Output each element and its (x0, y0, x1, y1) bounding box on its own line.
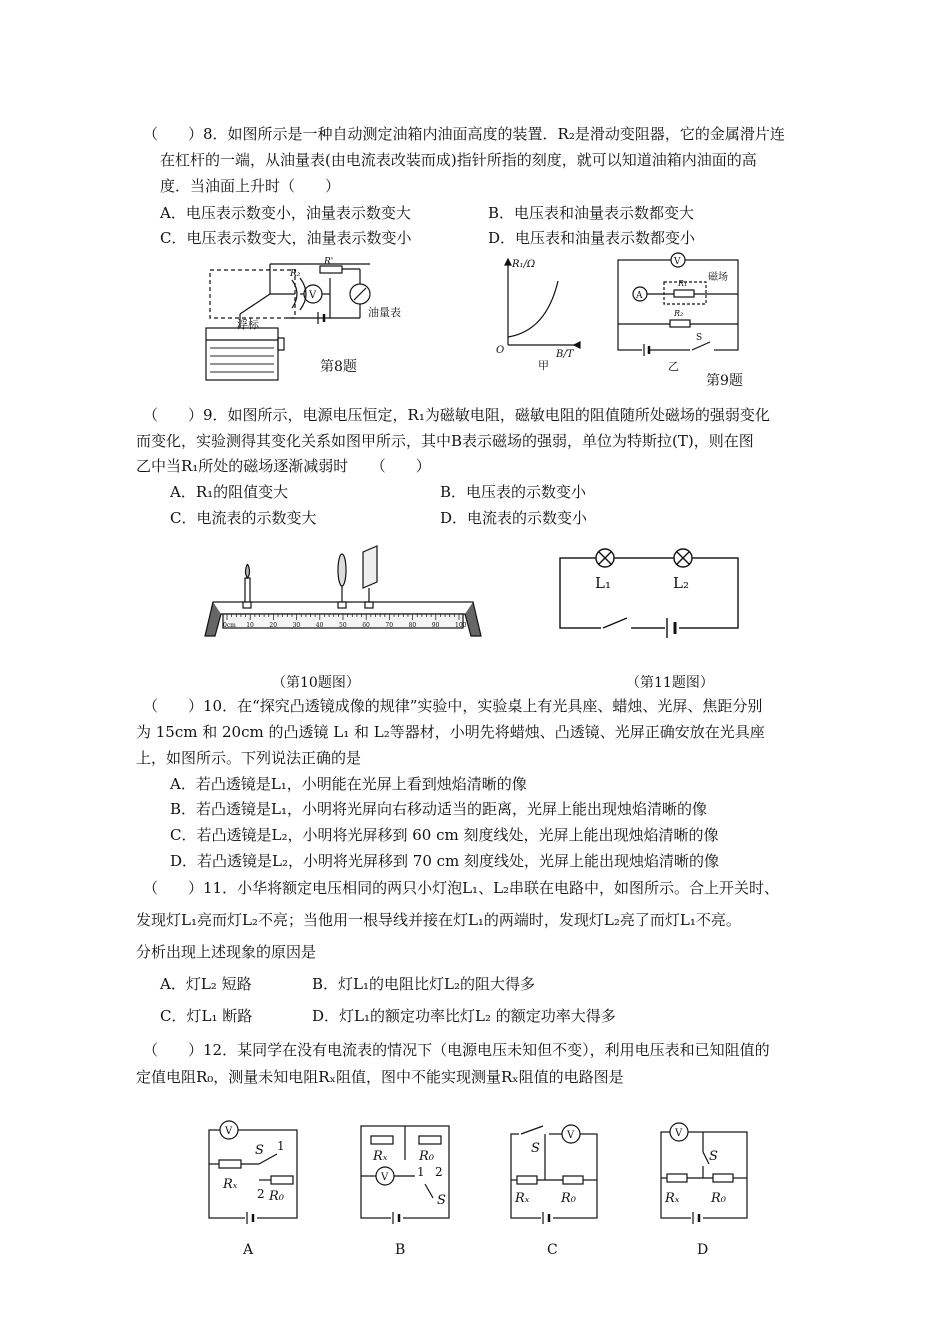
q11-series-circuit (555, 548, 745, 638)
q11-caption: （第11题图） (626, 675, 714, 691)
q9-circuit-yi (612, 252, 752, 372)
q8-option-a: A．电压表示数变小，油量表示数变大 (160, 204, 411, 222)
a-r0-label: R₀ (269, 1189, 284, 1204)
d-option-label: D (697, 1242, 709, 1258)
graph-origin: O (496, 345, 505, 356)
q9-stem-line: 而变化，实验测得其变化关系如图甲所示，其中B表示磁场的强弱，单位为特斯拉(T)，则在图 (136, 432, 754, 450)
q9-option-b: B．电压表的示数变小 (440, 483, 587, 501)
r-prime-label: R' (324, 257, 334, 267)
q11-option-a: A．灯L₂ 短路 (160, 975, 252, 993)
bench-tick-label: 20 (269, 622, 278, 629)
b-voltmeter-label: V (381, 1172, 389, 1183)
q10-option-c: C．若凸透镜是L₂，小明将光屏移到 60 cm 刻度线处，光屏上能出现烛焰清晰的像 (170, 826, 719, 844)
a-rx-label: Rₓ (223, 1177, 238, 1192)
q9-option-a: A．R₁的阻值变大 (170, 483, 289, 501)
q11-stem-line: 发现灯L₁亮而灯L₂不亮；当他用一根导线并接在灯L₁的两端时，发现灯L₂亮了而灯L₁不亮。 (136, 911, 741, 929)
q11-stem-line: （ ）11．小华将额定电压相同的两只小灯泡L₁、L₂串联在电路中，如图所示。合上开关时、 (143, 879, 780, 897)
a-voltmeter-label: V (225, 1126, 233, 1137)
lamp-l1-label: L₁ (595, 574, 611, 592)
graph-ylabel: R₁/Ω (512, 259, 536, 270)
q10-option-d: D．若凸透镜是L₂，小明将光屏移到 70 cm 刻度线处，光屏上能出现烛焰清晰的像 (170, 852, 720, 870)
q12-circuit-d (655, 1120, 755, 1260)
q10-caption: （第10题图） (272, 675, 360, 691)
q9-field-label: 磁场 (708, 272, 728, 283)
q9-stem-line: 乙中当R₁所处的磁场逐渐减弱时 （ ） (136, 457, 431, 475)
q12-circuit-c (505, 1120, 605, 1260)
bench-tick-label: 10 (246, 622, 254, 629)
q8-caption: 第8题 (320, 359, 357, 375)
c-rx-label: Rₓ (515, 1191, 530, 1206)
q9-switch-label: S (696, 333, 703, 343)
b-pos2-label: 2 (435, 1165, 443, 1179)
graph-xlabel: B/T (556, 349, 574, 360)
d-r0-label: R₀ (711, 1191, 726, 1206)
q12-circuit-b (355, 1120, 455, 1260)
b-switch-label: S (437, 1193, 446, 1208)
q11-option-d: D．灯L₁的额定功率比灯L₂ 的额定功率大得多 (312, 1007, 616, 1025)
d-voltmeter-label: V (675, 1128, 683, 1139)
bench-tick-label: 100 (455, 622, 467, 629)
q8-option-b: B．电压表和油量表示数都变大 (488, 204, 695, 222)
q10-option-b: B．若凸透镜是L₁，小明将光屏向右移动适当的距离，光屏上能出现烛焰清晰的像 (170, 800, 708, 818)
q9-graph-jia (488, 255, 598, 373)
q10-option-a: A．若凸透镜是L₁，小明能在光屏上看到烛焰清晰的像 (170, 775, 527, 793)
bench-tick-label: 30 (292, 622, 301, 629)
q12-stem-line: （ ）12．某同学在没有电流表的情况下（电源电压未知但不变），利用电压表和已知阻值的 (143, 1041, 770, 1059)
q9-voltmeter-label: V (674, 257, 681, 267)
q9-ammeter-label: A (636, 291, 643, 301)
q10-optical-bench (205, 544, 480, 644)
a-switch-label: S (255, 1143, 264, 1158)
c-option-label: C (547, 1242, 558, 1258)
b-rx-label: Rₓ (373, 1149, 388, 1164)
q9-option-d: D．电流表的示数变小 (440, 509, 588, 527)
q8-oil-tank-diagram (200, 258, 430, 383)
q12-stem-line: 定值电阻R₀，测量未知电阻Rₓ阻值，图中不能实现测量Rₓ阻值的电路图是 (136, 1068, 624, 1086)
bench-tick-label: 60 (362, 622, 370, 629)
q9-stem-line: （ ）9．如图所示，电源电压恒定，R₁为磁敏电阻，磁敏电阻的阻值随所处磁场的强弱变化 (143, 406, 770, 424)
q9-r2-label: R₂ (674, 309, 684, 318)
d-rx-label: Rₓ (665, 1191, 680, 1206)
q9-caption: 第9题 (706, 373, 743, 389)
q8-stem-line: 度．当油面上升时（ ） (160, 177, 341, 195)
oil-meter-label: 油量表 (368, 306, 401, 319)
q9-r1-label: R₁ (678, 279, 688, 288)
bench-tick-label: 50 (339, 622, 347, 629)
b-r0-label: R₀ (419, 1149, 434, 1164)
q10-stem-line: 上，如图所示。下列说法正确的是 (136, 749, 362, 767)
q11-option-c: C．灯L₁ 断路 (160, 1007, 253, 1025)
voltmeter-label: V (309, 290, 317, 301)
bench-tick-label: 40 (315, 622, 324, 629)
q9-option-c: C．电流表的示数变大 (170, 509, 317, 527)
q8-stem-line: 在杠杆的一端，从油量表(由电流表改装而成)指针所指的刻度，就可以知道油箱内油面的高 (160, 151, 757, 169)
q11-option-b: B．灯L₁的电阻比灯L₂的阻大得多 (312, 975, 535, 993)
q9-circuit-name: 乙 (668, 360, 679, 373)
q10-stem-line: （ ）10．在“探究凸透镜成像的规律”实验中，实验桌上有光具座、蜡烛、光屏、焦距分别 (143, 697, 763, 715)
bench-tick-label: 0cm (223, 622, 236, 629)
a-option-label: A (243, 1242, 254, 1258)
b-pos1-label: 1 (417, 1165, 425, 1179)
q8-option-d: D．电压表和油量表示数都变小 (488, 229, 696, 247)
c-voltmeter-label: V (567, 1130, 575, 1141)
c-switch-label: S (531, 1141, 540, 1156)
q8-option-c: C．电压表示数变大，油量表示数变小 (160, 229, 412, 247)
bench-tick-label: 90 (431, 622, 440, 629)
r2-label: R₂ (290, 269, 301, 279)
q12-circuit-a (205, 1120, 305, 1260)
a-pos2-label: 2 (257, 1187, 265, 1201)
lamp-l2-label: L₂ (673, 574, 689, 592)
float-label: 浮标 (237, 318, 259, 331)
b-option-label: B (395, 1242, 406, 1258)
c-r0-label: R₀ (561, 1191, 576, 1206)
bench-tick-label: 70 (385, 622, 394, 629)
q11-stem-line: 分析出现上述现象的原因是 (136, 943, 317, 961)
graph-name: 甲 (538, 359, 549, 372)
q10-stem-line: 为 15cm 和 20cm 的凸透镜 L₁ 和 L₂等器材，小明先将蜡烛、凸透镜、光屏正确安放在光具座 (136, 723, 765, 741)
d-switch-label: S (709, 1149, 718, 1164)
a-pos1-label: 1 (277, 1139, 285, 1153)
bench-tick-label: 80 (408, 622, 417, 629)
q8-stem-line: （ ）8．如图所示是一种自动测定油箱内油面高度的装置．R₂是滑动变阻器，它的金属滑片连 (143, 125, 785, 143)
